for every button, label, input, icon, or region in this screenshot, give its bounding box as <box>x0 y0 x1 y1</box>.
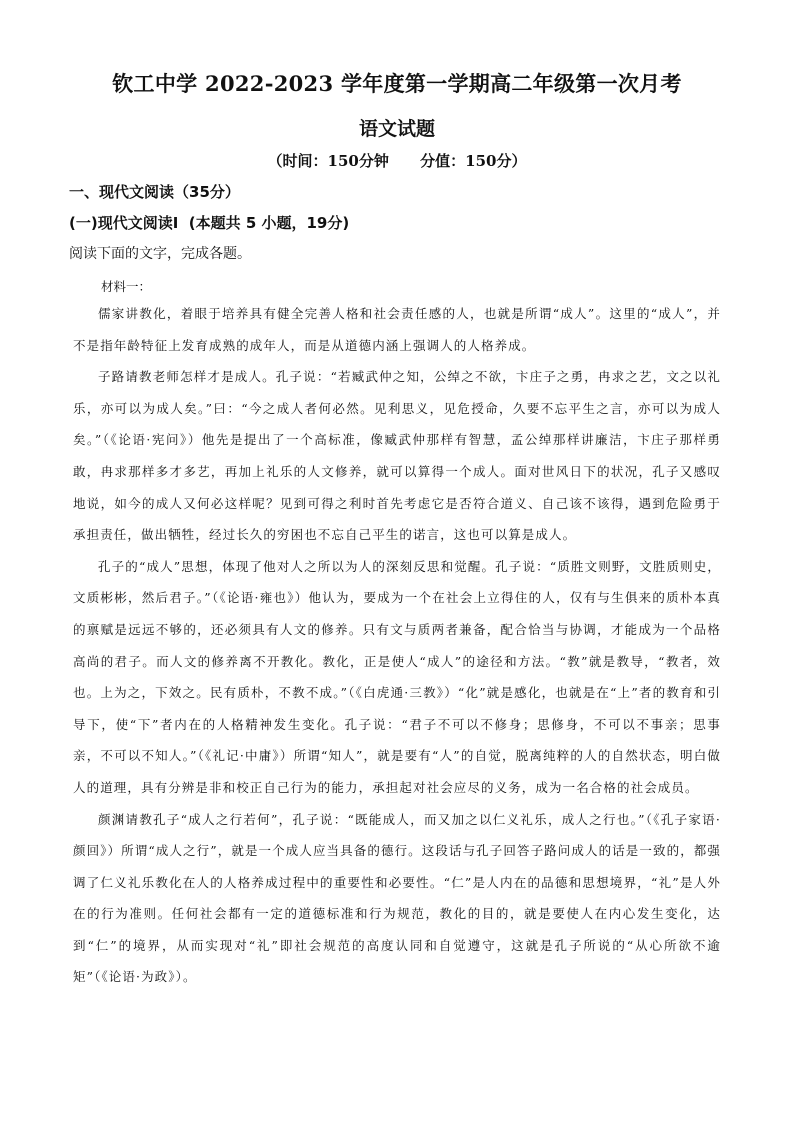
passage-paragraph: 儒家讲教化，着眼于培养具有健全完善人格和社会责任感的人，也就是所谓“成人”。这里的“成人”，并不是指年龄特征上发育成熟的成年人，而是从道德内涵上强调人的人格养成。 <box>73 306 721 353</box>
exam-subtitle: 语文试题 <box>358 118 435 140</box>
passage-paragraph: 子路请教老师怎样才是成人。孔子说：“若臧武仲之知，公绰之不欲，卞庄子之勇，冉求之艺，文之以礼乐，亦可以为成人矣。”曰：“今之成人者何必然。见利思义，见危授命，久要不忘平生之言，亦可以为成人矣。”（《论语·宪问》）他先是提出了一个高标准，像臧武仲那样有智慧，孟公绰那样讲廉洁，卞庄子那样勇敢，冉求那样多才多艺，再加上礼乐的人文修养，就可以算得一个成人。面对世风日下的状况，孔子又感叹地说，如今的成人又何必这样呢？见到可得之利时首先考虑它是否符合道义、自己该不该得，遇到危险勇于承担责任，做出牺牲，经过长久的穷困也不忘自己平生的诺言，这也可以算是成人。 <box>73 369 721 543</box>
passage-paragraph: 孔子的“成人”思想，体现了他对人之所以为人的深刻反思和觉醒。孔子说：“质胜文则野，文胜质则史，文质彬彬，然后君子。”（《论语·雍也》）他认为，要成为一个在社会上立得住的人，仅有与生俱来的质朴本真的禀赋是远远不够的，还必须具有人文的修养。只有文与质两者兼备，配合恰当与协调，才能成为一个品格高尚的君子。而人文的修养离不开教化。教化，正是使人“成人”的途径和方法。“教”就是教导，“教者，效也。上为之，下效之。民有质朴，不教不成。”（《白虎通·三教》）“化”就是感化，也就是在“上”者的教育和引导下，使“下”者内在的人格精神发生变化。孔子说：“君子不可以不修身；思修身，不可以不事亲；思事亲，不可以不知人。”（《礼记·中庸》）所谓“知人”，就是要有“人”的自觉，脱离纯粹的人的自然状态，明白做人的道理，具有分辨是非和校正自己行为的能力，承担起对社会应尽的义务，成为一名合格的社会成员。 <box>73 558 721 795</box>
exam-time-score: （时间：150分钟 分值：150分） <box>267 152 527 170</box>
subsection-heading: (一)现代文阅读Ⅰ (本题共 5 小题，19分) <box>69 214 350 232</box>
section-heading: 一、现代文阅读（35分） <box>69 183 240 201</box>
exam-title: 钦工中学 2022-2023 学年度第一学期高二年级第一次月考 <box>112 71 682 96</box>
material-label: 材料一： <box>101 279 152 294</box>
passage-paragraph: 颜渊请教孔子“成人之行若何”，孔子说：“既能成人，而又加之以仁义礼乐，成人之行也。”（《孔子家语·颜回》）所谓“成人之行”，就是一个成人应当具备的德行。这段话与孔子回答子路问成人的话是一致的，都强调了仁义礼乐教化在人的人格养成过程中的重要性和必要性。“仁”是人内在的品德和思想境界，“礼”是人外在的行为准则。任何社会都有一定的道德标准和行为规范，教化的目的，就是要使人在内心发生变化，达到“仁”的境界，从而实现对“礼”即社会规范的高度认同和自觉遵守，这就是孔子所说的“从心所欲不逾矩”（《论语·为政》）。 <box>73 811 721 985</box>
passage-body <box>73 298 721 993</box>
reading-instruction: 阅读下面的文字，完成各题。 <box>69 246 251 262</box>
